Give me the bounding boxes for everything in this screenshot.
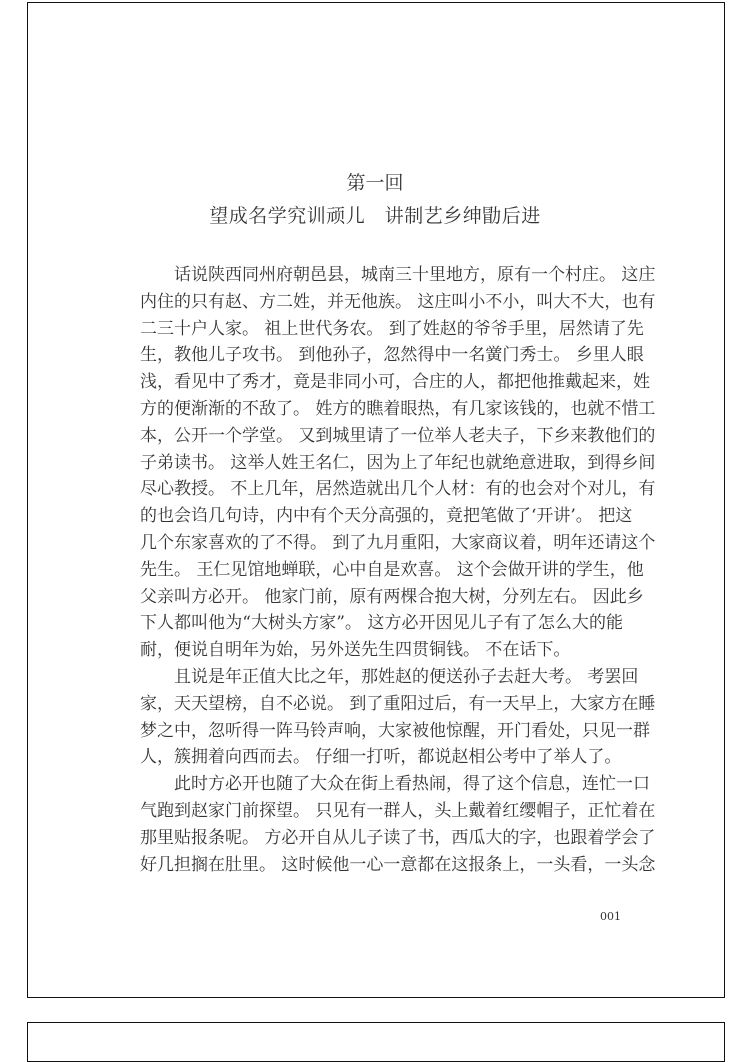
text-line: 本，公开一个学堂。 又到城里请了一位举人老夫子，下乡来教他们的 bbox=[140, 425, 656, 446]
text-line: 那里贴报条呢。 方必开自从儿子读了书，西瓜大的字，也跟着学会了 bbox=[140, 827, 656, 848]
text-line: 此时方必开也随了大众在街上看热闹，得了这个信息，连忙一口 bbox=[140, 774, 650, 795]
next-page-frame bbox=[27, 1022, 725, 1062]
text-line: 气跑到赵家门前探望。 只见有一群人，头上戴着红缨帽子，正忙着在 bbox=[140, 800, 656, 821]
body-text bbox=[140, 262, 656, 878]
text-line: 耐，便说自明年为始，另外送先生四贯铜钱。 不在话下。 bbox=[140, 640, 571, 661]
text-line: 方的便渐渐的不敌了。 姓方的瞧着眼热，有几家该钱的，也就不惜工 bbox=[140, 398, 656, 419]
text-line: 家，天天望榜，自不必说。 到了重阳过后，有一天早上，大家方在睡 bbox=[140, 693, 656, 714]
text-line: 梦之中，忽听得一阵马铃声响，大家被他惊醒，开门看处，只见一群 bbox=[140, 720, 650, 741]
text-line: 好几担搁在肚里。 这时候他一心一意都在这报条上，一头看，一头念 bbox=[140, 854, 656, 875]
text-line: 浅，看见中了秀才，竟是非同小可，合庄的人，都把他推戴起来，姓 bbox=[140, 372, 650, 393]
text-line: 二三十户人家。 祖上世代务农。 到了姓赵的爷爷手里，居然请了先 bbox=[140, 318, 644, 339]
chapter-title: 望成名学究训顽儿 讲制艺乡绅勖后进 bbox=[209, 205, 541, 227]
text-line: 的也会诌几句诗，内中有个天分高强的，竟把笔做了‘开讲’。 把这 bbox=[140, 506, 633, 527]
text-line: 话说陕西同州府朝邑县，城南三十里地方，原有一个村庄。 这庄 bbox=[140, 265, 656, 285]
text-line: 尽心教授。 不上几年，居然造就出几个人材：有的也会对个对儿，有 bbox=[140, 479, 656, 500]
text-line: 父亲叫方必开。 他家门前，原有两棵合抱大树，分列左右。 因此乡 bbox=[140, 586, 644, 607]
chapter-number: 第一回 bbox=[346, 172, 404, 194]
text-line: 子弟读书。 这举人姓王名仁，因为上了年纪也就绝意进取，到得乡间 bbox=[140, 452, 656, 473]
text-line: 且说是年正值大比之年，那姓赵的便送孙子去赶大考。 考罢回 bbox=[140, 666, 639, 687]
text-line: 内住的只有赵、方二姓，并无他族。 这庄叫小不小，叫大不大，也有 bbox=[140, 291, 656, 312]
text-line: 生，教他儿子攻书。 到他孙子，忽然得中一名黉门秀士。 乡里人眼 bbox=[140, 345, 644, 366]
text-line: 下人都叫他为“大树头方家”。 这方必开因见儿子有了怎么大的能 bbox=[140, 613, 623, 634]
page-number: 001 bbox=[600, 910, 621, 923]
text-line: 几个东家喜欢的了不得。 到了九月重阳，大家商议着，明年还请这个 bbox=[140, 532, 656, 553]
text-line: 人，簇拥着向西而去。 仔细一打听，都说赵相公考中了举人了。 bbox=[140, 747, 622, 768]
text-line: 先生。 王仁见馆地蝉联，心中自是欢喜。 这个会做开讲的学生，他 bbox=[140, 559, 644, 580]
